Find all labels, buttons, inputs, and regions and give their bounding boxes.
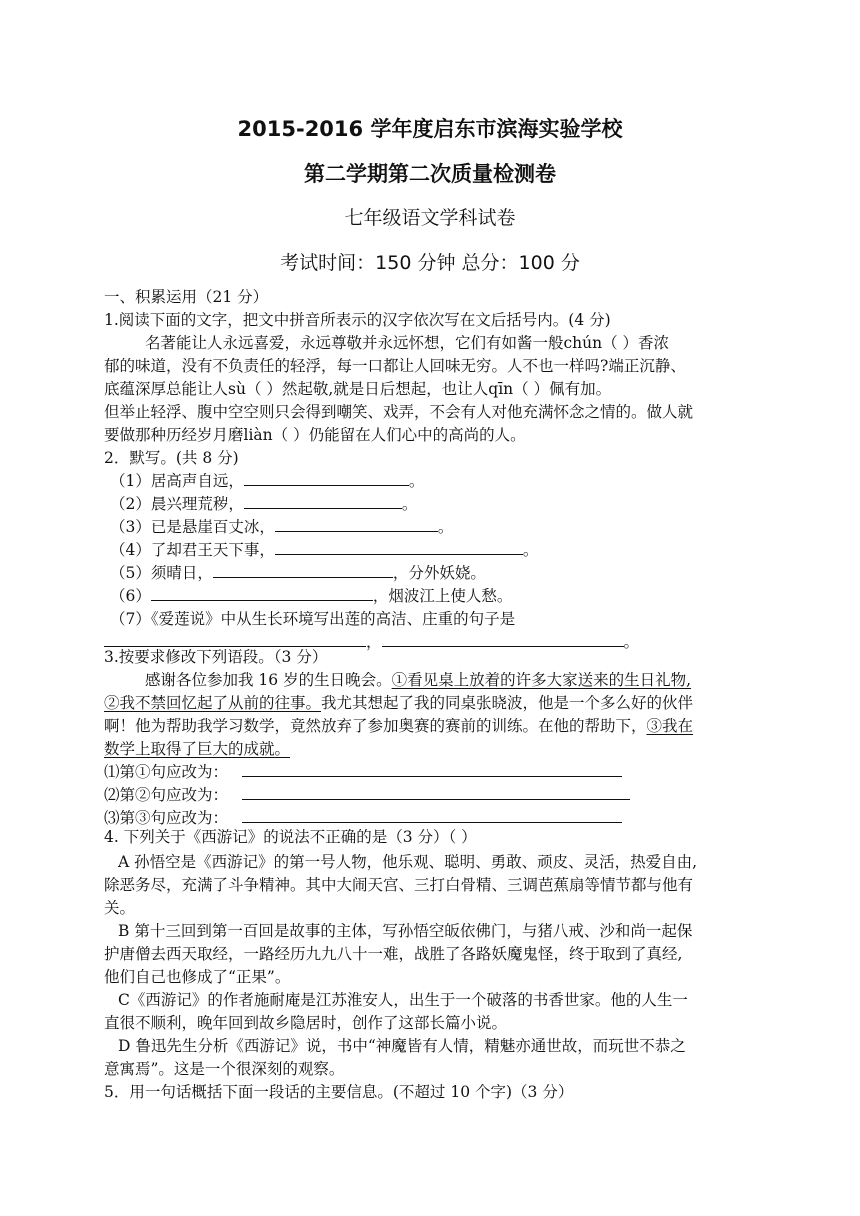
q4-option-line: C《西游记》的作者施耐庵是江苏淮安人，出生于一个破落的书香世家。他的人生一	[118, 991, 688, 1009]
q4-option-line: 除恶务尽，充满了斗争精神。其中大闹天宫、三打白骨精、三调芭蕉扇等情节都与他有	[104, 876, 694, 894]
q3-sentence-3-cont: 数学上取得了巨大的成就。	[104, 740, 291, 758]
q2-item	[110, 539, 538, 561]
answer-line[interactable]	[242, 799, 630, 800]
q4-prompt: 4. 下列关于《西游记》的说法不正确的是（3 分）（ ）	[104, 828, 477, 846]
q3-answer-3-label: ⑶第③句应改为：	[104, 809, 229, 827]
q1-line: 底蕴深厚总能让人sù（ ）然起敬,就是日后想起，也让人qīn（ ）佩有加。	[104, 380, 612, 398]
answer-line[interactable]	[242, 776, 622, 777]
q4-option-line: 他们自己也修成了“正果”。	[104, 968, 291, 986]
q3-paragraph-line	[145, 669, 691, 691]
answer-blank[interactable]	[244, 470, 409, 486]
answer-blank[interactable]	[151, 585, 373, 601]
answer-blank[interactable]	[244, 493, 402, 509]
q2-item	[110, 516, 453, 538]
q1-line: 但举止轻浮、腹中空空则只会得到嘲笑、戏弄，不会有人对他充满怀念之情的。做人就	[104, 403, 694, 421]
q3-paragraph-line	[104, 738, 290, 760]
exam-subtitle: 七年级语文学科试卷	[344, 207, 516, 229]
answer-blank[interactable]	[382, 631, 624, 647]
q2-item-text: （5）须晴日，	[110, 564, 213, 582]
answer-blank[interactable]	[275, 516, 438, 532]
q2-prompt: 2．默写。(共 8 分)	[104, 449, 239, 467]
q3-paragraph-line	[104, 715, 693, 737]
q2-item	[110, 585, 512, 607]
q1-line: 郁的味道，没有不负责任的轻浮，每一口都让人回味无穷。人不也一样吗?端正沉静、	[104, 357, 686, 375]
q2-item-text: （2）晨兴理荒秽，	[110, 495, 244, 513]
q2-item-end: ，烟波江上使人愁。	[372, 587, 513, 605]
q4-option-line: 护唐僧去西天取经，一路经历九九八十一难，战胜了各路妖魔鬼怪，终于取到了真经,	[104, 945, 683, 963]
q2-item	[110, 493, 417, 515]
q3-text: 我尤其想起了我的同桌张晓波，他是一个多么好的伙伴	[321, 694, 694, 712]
q1-line: 名著能让人永远喜爱，永远尊敬并永远怀想，它们有如酱一般chún（ ）香浓	[145, 334, 670, 352]
section-heading: 一、积累运用（21 分）	[104, 288, 269, 306]
q3-sentence-1: ①看见桌上放着的许多大家送来的生日礼物,	[391, 671, 692, 689]
q3-text: 啊！他为帮助我学习数学，竟然放弃了参加奥赛的赛前的训练。在他的帮助下，	[104, 717, 647, 735]
q1-prompt: 1.阅读下面的文字，把文中拼音所表示的汉字依次写在文后括号内。(4 分)	[104, 311, 611, 329]
q4-option-line: B 第十三回到第一百回是故事的主体，写孙悟空皈依佛门，与猪八戒、沙和尚一起保	[118, 922, 693, 940]
q4-option-line: 意寓焉”。这是一个很深刻的观察。	[104, 1060, 345, 1078]
q4-option-line: A 孙悟空是《西游记》的第一号人物，他乐观、聪明、勇敢、顽皮、灵活，热爱自由,	[118, 853, 698, 871]
answer-blank[interactable]	[275, 539, 523, 555]
q5-prompt: 5．用一句话概括下面一段话的主要信息。(不超过 10 个字)（3 分）	[104, 1083, 574, 1101]
q2-item-end: 。	[522, 541, 539, 559]
q2-item7: （7）《爱莲说》中从生长环境写出莲的高洁、庄重的句子是	[110, 610, 516, 628]
q2-item-text: （3）已是悬崖百丈冰，	[110, 518, 275, 536]
q3-paragraph-line	[104, 692, 693, 714]
q2-item-text: （1）居高声自远，	[110, 472, 244, 490]
q2-item-end: 。	[437, 518, 454, 536]
q2-item7-end: 。	[623, 633, 640, 651]
answer-blank[interactable]	[213, 562, 393, 578]
answer-line[interactable]	[242, 822, 622, 823]
exam-title-school: 2015-2016 学年度启东市滨海实验学校	[237, 117, 623, 141]
q2-item7-sep: ，	[366, 633, 382, 651]
q2-item-end: 。	[401, 495, 418, 513]
q4-option-line: 直很不顺利，晚年回到故乡隐居时，创作了这部长篇小说。	[104, 1014, 508, 1032]
q4-option-line: D 鲁迅先生分析《西游记》说，书中“神魔皆有人情，精魅亦通世故，而玩世不恭之	[118, 1037, 686, 1055]
q3-prompt: 3.按要求修改下列语段。（3 分）	[104, 648, 328, 666]
exam-info: 考试时间：150 分钟 总分：100 分	[280, 252, 580, 274]
q1-line: 要做那种历经岁月磨liàn（ ）仍能留在人们心中的高尚的人。	[104, 426, 526, 444]
q3-text: 感谢各位参加我 16 岁的生日晚会。	[145, 671, 392, 689]
q3-answer-2-label: ⑵第②句应改为：	[104, 786, 229, 804]
q2-item	[110, 562, 486, 584]
answer-blank[interactable]	[104, 631, 366, 647]
q2-item-text: （6）	[110, 587, 151, 605]
q2-item-end: 。	[408, 472, 425, 490]
q3-sentence-3: ③我在	[646, 717, 694, 735]
exam-title-term: 第二学期第二次质量检测卷	[304, 162, 556, 186]
q2-item-text: （4）了却君王天下事，	[110, 541, 275, 559]
q3-sentence-2: ②我不禁回忆起了从前的往事。	[104, 694, 322, 712]
q2-item	[110, 470, 424, 492]
q2-item-end: ，分外妖娆。	[392, 564, 486, 582]
q3-answer-1-label: ⑴第①句应改为：	[104, 763, 229, 781]
q4-option-line: 关。	[104, 899, 136, 917]
